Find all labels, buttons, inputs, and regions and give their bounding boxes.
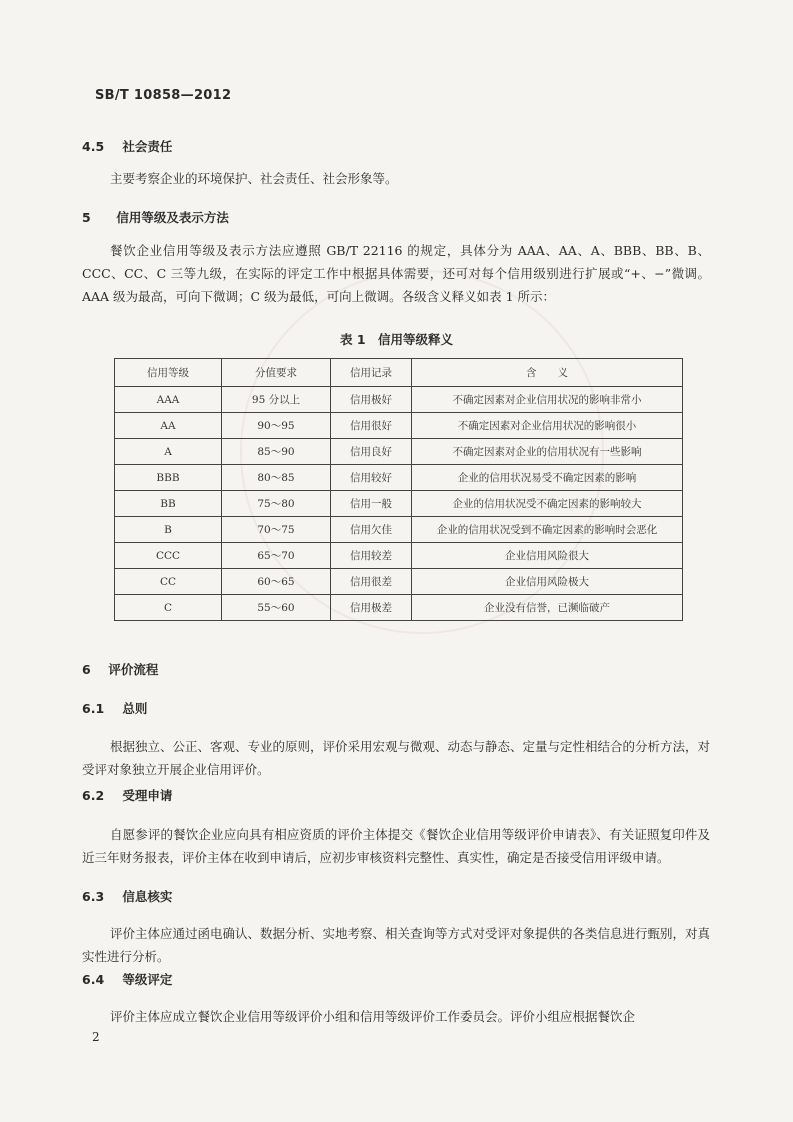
score-cell: 90～95 (222, 413, 331, 439)
record-cell: 信用很好 (331, 413, 412, 439)
table-row (115, 413, 683, 439)
record-cell: 信用极好 (331, 387, 412, 413)
section-6-2-paragraph: 自愿参评的餐饮企业应向具有相应资质的评价主体提交《餐饮企业信用等级评价申请表》、有关证照复印件及近三年财务报表，评价主体在收到申请后，应初步审核资料完整性、真实性，确定是否接受信用评级申请。 (82, 827, 710, 865)
meaning-cell: 不确定因素对企业信用状况的影响很小 (412, 413, 683, 439)
table-row (115, 439, 683, 465)
section-6-1-paragraph: 根据独立、公正、客观、专业的原则，评价采用宏观与微观、动态与静态、定量与定性相结合的分析方法，对受评对象独立开展企业信用评价。 (82, 739, 711, 777)
header-grade: 信用等级 (115, 359, 222, 387)
table-header-row (115, 359, 683, 387)
meaning-cell: 企业信用风险很大 (412, 543, 683, 569)
record-cell: 信用很差 (331, 569, 412, 595)
header-score: 分值要求 (222, 359, 331, 387)
section-5-heading (82, 208, 229, 226)
grade-cell: AAA (115, 387, 222, 413)
section-5-paragraph: 餐饮企业信用等级及表示方法应遵照 GB/T 22116 的规定，具体分为 AAA、AA、A、BBB、BB、B、CCC、CC、C 三等九级，在实际的评定工作中根据具体需要，还可对每个信用级别进行扩展或“+、−”微调。AAA 级为最高，可向下微调；C 级为最低，可向上微调。各级含义释义如表 1 所示： (82, 243, 710, 304)
table-body (115, 387, 683, 621)
score-cell: 65～70 (222, 543, 331, 569)
record-cell: 信用极差 (331, 595, 412, 621)
section-6-heading (82, 660, 158, 678)
section-6-3-heading (82, 887, 172, 905)
section-6-1-heading (82, 699, 147, 717)
meaning-cell: 不确定因素对企业的信用状况有一些影响 (412, 439, 683, 465)
grade-cell: BB (115, 491, 222, 517)
meaning-cell: 企业没有信誉，已濒临破产 (412, 595, 683, 621)
grade-cell: B (115, 517, 222, 543)
record-cell: 信用欠佳 (331, 517, 412, 543)
grade-cell: CC (115, 569, 222, 595)
grade-cell: A (115, 439, 222, 465)
section-title: 信息核实 (122, 889, 173, 904)
score-cell: 75～80 (222, 491, 331, 517)
score-cell: 95 分以上 (222, 387, 331, 413)
table-row (115, 595, 683, 621)
section-title: 信用等级及表示方法 (116, 210, 229, 225)
score-cell: 55～60 (222, 595, 331, 621)
grade-cell: AA (115, 413, 222, 439)
standard-code: SB/T 10858—2012 (95, 88, 232, 103)
table-row (115, 517, 683, 543)
section-6-4-heading (82, 970, 172, 988)
section-title: 受理申请 (122, 788, 173, 803)
score-cell: 85～90 (222, 439, 331, 465)
section-title: 总则 (122, 701, 148, 716)
header-record: 信用记录 (331, 359, 412, 387)
section-6-4-paragraph: 评价主体应成立餐饮企业信用等级评价小组和信用等级评价工作委员会。评价小组应根据餐饮企 (110, 1009, 636, 1024)
section-number: 5 (82, 210, 91, 225)
meaning-cell: 不确定因素对企业信用状况的影响非常小 (412, 387, 683, 413)
section-title: 评价流程 (108, 662, 159, 677)
section-4-5-paragraph: 主要考察企业的环境保护、社会责任、社会形象等。 (110, 171, 398, 186)
section-number: 6.2 (82, 788, 105, 803)
section-title: 等级评定 (122, 972, 173, 987)
grade-cell: BBB (115, 465, 222, 491)
table-row (115, 387, 683, 413)
record-cell: 信用较好 (331, 465, 412, 491)
section-4-5-heading (82, 137, 172, 155)
record-cell: 信用较差 (331, 543, 412, 569)
section-number: 4.5 (82, 139, 105, 154)
section-title: 社会责任 (122, 139, 173, 154)
table-row (115, 569, 683, 595)
table-row (115, 465, 683, 491)
meaning-cell: 企业的信用状况受不确定因素的影响较大 (412, 491, 683, 517)
section-6-2-heading (82, 786, 172, 804)
meaning-cell: 企业信用风险极大 (412, 569, 683, 595)
meaning-cell: 企业的信用状况易受不确定因素的影响 (412, 465, 683, 491)
table-caption: 表 1 信用等级释义 (339, 332, 454, 347)
table-row (115, 491, 683, 517)
grade-cell: C (115, 595, 222, 621)
section-number: 6.4 (82, 972, 105, 987)
table-row (115, 543, 683, 569)
score-cell: 80～85 (222, 465, 331, 491)
meaning-cell: 企业的信用状况受到不确定因素的影响时会恶化 (412, 517, 683, 543)
record-cell: 信用一般 (331, 491, 412, 517)
page-number: 2 (92, 1030, 100, 1044)
section-number: 6.3 (82, 889, 105, 904)
section-6-3-paragraph: 评价主体应通过函电确认、数据分析、实地考察、相关查询等方式对受评对象提供的各类信息进行甄别，对真实性进行分析。 (82, 926, 711, 964)
score-cell: 70～75 (222, 517, 331, 543)
section-number: 6.1 (82, 701, 105, 716)
grade-cell: CCC (115, 543, 222, 569)
header-meaning: 含 义 (412, 359, 683, 387)
credit-grade-table (114, 358, 683, 621)
score-cell: 60～65 (222, 569, 331, 595)
record-cell: 信用良好 (331, 439, 412, 465)
section-number: 6 (82, 662, 91, 677)
